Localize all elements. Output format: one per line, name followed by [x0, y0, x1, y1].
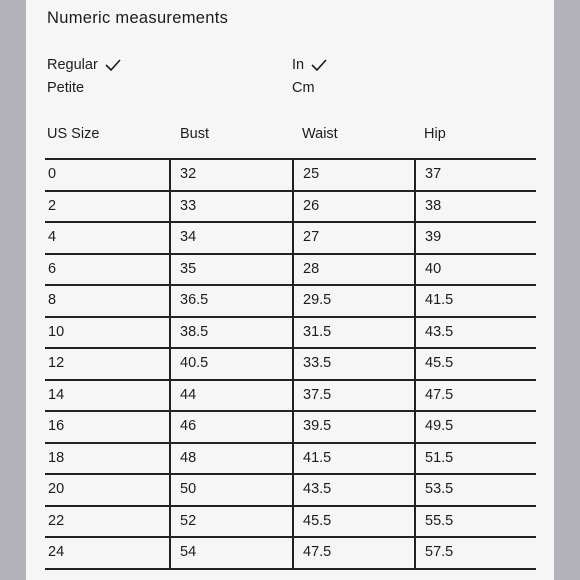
table-cell: 43.5: [292, 475, 414, 505]
table-cell: 24: [48, 544, 65, 560]
table-cell: 32: [169, 160, 292, 190]
table-row: [45, 379, 536, 411]
table-row: [45, 536, 536, 570]
table-row: [45, 473, 536, 505]
fit-option-regular[interactable]: [47, 57, 121, 73]
table-cell: 27: [292, 223, 414, 253]
table-cell: 4: [48, 229, 57, 245]
table-cell: 22: [48, 512, 65, 529]
fit-option-label: Petite: [47, 80, 85, 96]
fit-option-petite[interactable]: [47, 80, 84, 96]
table-cell: 45.5: [414, 349, 536, 379]
table-cell: 16: [48, 418, 65, 434]
table-cell: 31.5: [292, 318, 414, 348]
table-cell: 55.5: [414, 507, 536, 537]
table-cell: 0: [48, 166, 57, 182]
table-cell: 39.5: [292, 412, 414, 442]
table-cell: 33: [169, 192, 292, 222]
column-header-us-size: US Size: [47, 126, 100, 142]
table-cell: 12: [48, 355, 65, 371]
table-row: [45, 158, 536, 190]
table-cell: 26: [292, 192, 414, 222]
table-cell: 35: [169, 255, 292, 285]
table-cell: 44: [169, 381, 292, 411]
table-cell: 10: [48, 323, 65, 340]
table-cell: 34: [169, 223, 292, 253]
unit-option-cm[interactable]: [292, 80, 315, 96]
page-title: Numeric measurements: [47, 9, 229, 27]
table-cell: 46: [169, 412, 292, 442]
table-cell: 14: [48, 386, 65, 403]
table-cell: 18: [48, 449, 65, 466]
table-cell: 51.5: [414, 444, 536, 474]
unit-option-label: In: [292, 57, 305, 73]
table-cell: 41.5: [292, 444, 414, 474]
table-cell: 45.5: [292, 507, 414, 537]
column-header-waist: Waist: [302, 126, 338, 142]
table-cell: 41.5: [414, 286, 536, 316]
checkmark-icon: [105, 59, 121, 71]
table-cell: 47.5: [414, 381, 536, 411]
table-cell: 40: [414, 255, 536, 285]
checkmark-icon: [311, 59, 327, 71]
table-cell: 57.5: [414, 538, 536, 568]
table-row: [45, 347, 536, 379]
table-row: [45, 190, 536, 222]
column-header-hip: Hip: [424, 126, 446, 142]
table-cell: 47.5: [292, 538, 414, 568]
table-cell: 43.5: [414, 318, 536, 348]
table-cell: 36.5: [169, 286, 292, 316]
unit-option-in[interactable]: [292, 57, 327, 73]
table-cell: 33.5: [292, 349, 414, 379]
unit-option-label: Cm: [292, 80, 315, 96]
table-cell: 20: [48, 481, 65, 497]
column-header-bust: Bust: [180, 126, 210, 142]
table-cell: 6: [48, 260, 57, 277]
table-cell: 37.5: [292, 381, 414, 411]
table-cell: 54: [169, 538, 292, 568]
table-row: [45, 410, 536, 442]
table-row: [45, 221, 536, 253]
table-cell: 2: [48, 197, 57, 214]
table-cell: 25: [292, 160, 414, 190]
table-cell: 49.5: [414, 412, 536, 442]
table-cell: 29.5: [292, 286, 414, 316]
size-chart-panel: [26, 0, 554, 580]
fit-option-label: Regular: [47, 57, 98, 73]
table-cell: 48: [169, 444, 292, 474]
table-cell: 40.5: [169, 349, 292, 379]
table-row: [45, 442, 536, 474]
table-cell: 52: [169, 507, 292, 537]
table-row: [45, 505, 536, 537]
table-cell: 28: [292, 255, 414, 285]
table-cell: 37: [414, 160, 536, 190]
table-cell: 38: [414, 192, 536, 222]
table-cell: 50: [169, 475, 292, 505]
table-cell: 38.5: [169, 318, 292, 348]
table-row: [45, 284, 536, 316]
table-cell: 53.5: [414, 475, 536, 505]
size-table: [45, 158, 536, 570]
table-cell: 39: [414, 223, 536, 253]
table-row: [45, 253, 536, 285]
table-cell: 8: [48, 292, 57, 308]
table-row: [45, 316, 536, 348]
